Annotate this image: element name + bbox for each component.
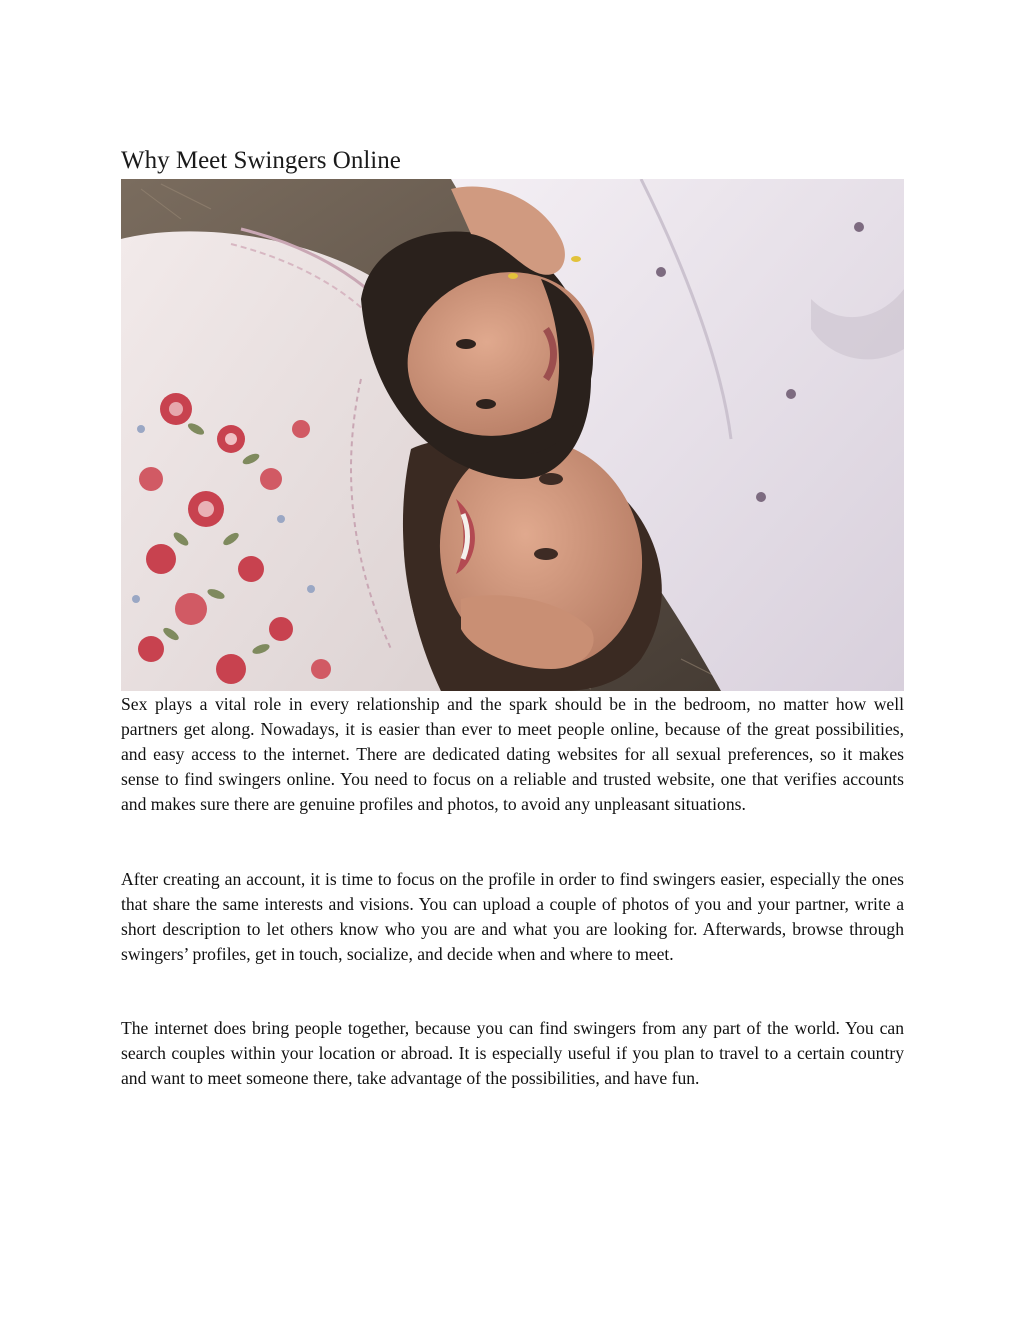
paragraph-1: Sex plays a vital role in every relationship and the spark should be in the bedroom, no matter how well partners get along. Nowadays, it is easier than ever to meet people online, because of the great possibilities, and easy access to the internet. There are dedicated dating websites for all sexual preferences, so it makes sense to find swingers online. You need to focus on a reliable and trusted website, one that verifies accounts and makes sure there are genuine profiles and photos, to avoid any unpleasant situations.: [121, 694, 904, 814]
couple-photo-illustration: [121, 179, 904, 691]
couple-photo: [121, 179, 904, 691]
paragraph-3: The internet does bring people together, because you can find swingers from any part of the world. You can search couples within your location or abroad. It is especially useful if you plan to travel to a certain country and want to meet someone there, take advantage of the possibilities, and have fun.: [121, 1018, 904, 1088]
page-title: Why Meet Swingers Online: [121, 147, 401, 174]
paragraph-2: After creating an account, it is time to focus on the profile in order to find swingers easier, especially the ones that share the same interests and visions. You can upload a couple of photos of you and your partner, write a short description to let others know who you are and what you are looking for. Afterwards, browse through swingers’ profiles, get in touch, socialize, and decide when and where to meet.: [121, 869, 904, 964]
